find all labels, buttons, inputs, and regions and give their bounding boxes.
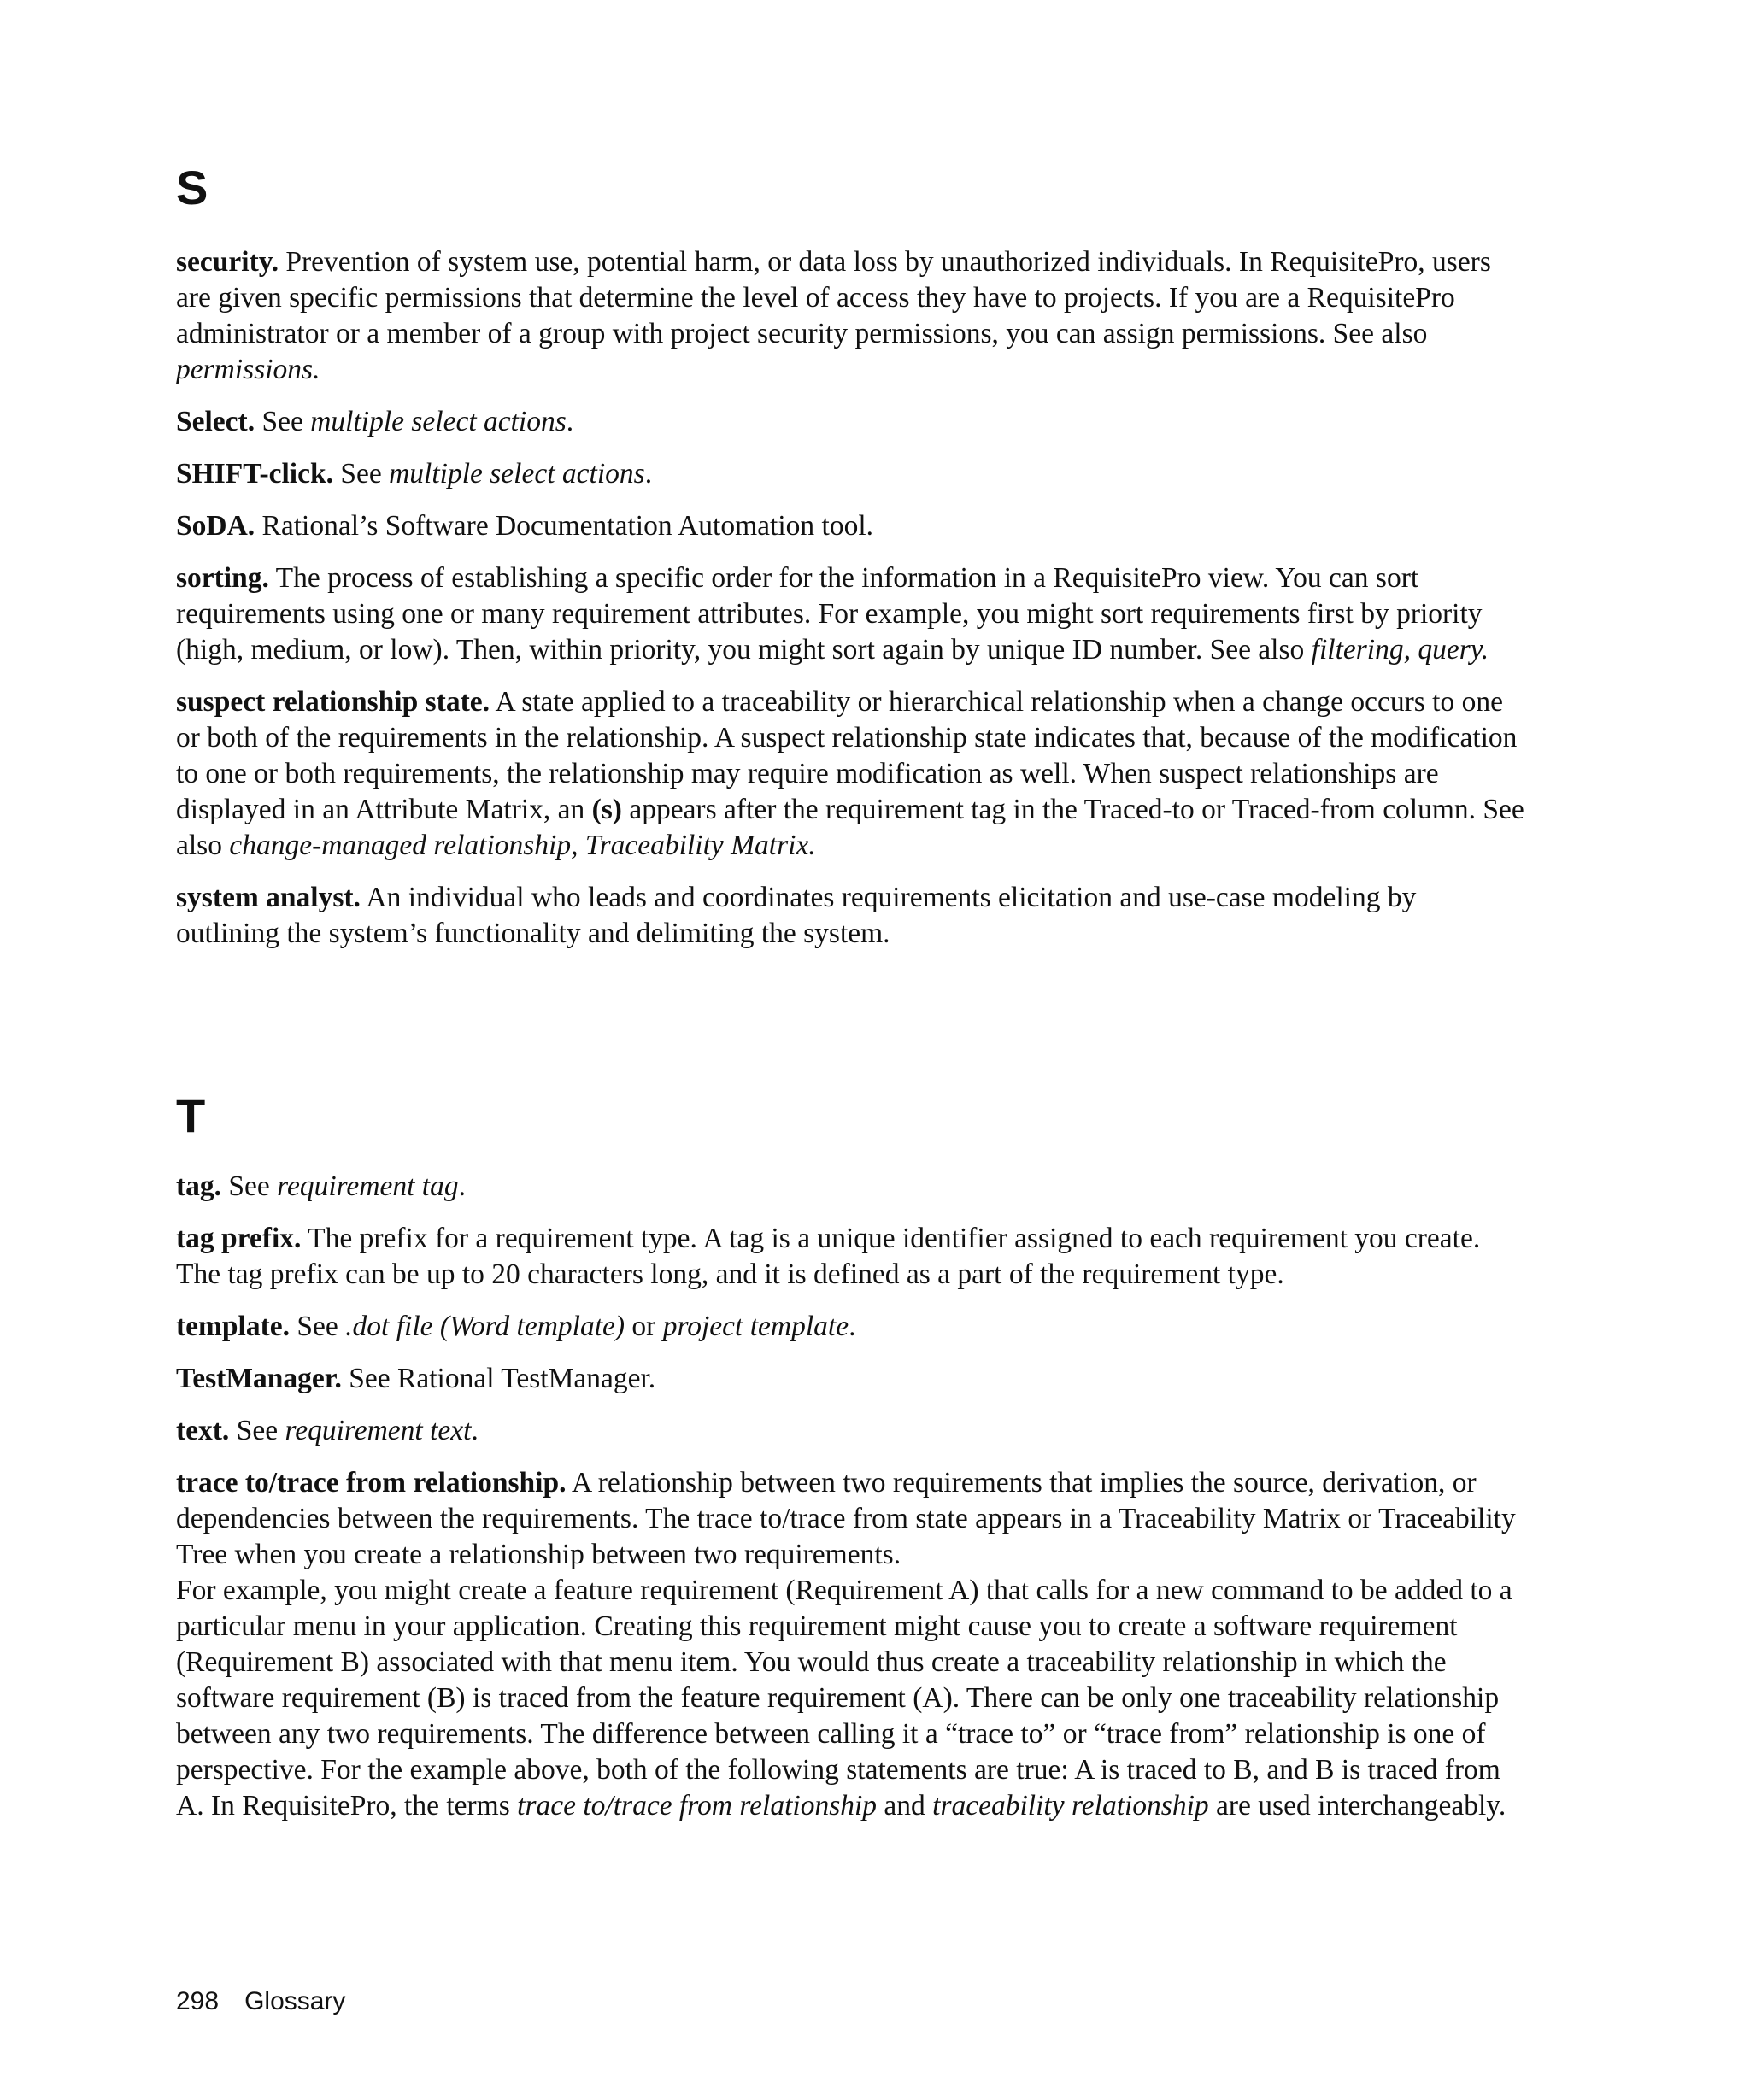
glossary-definition: See	[255, 406, 311, 437]
glossary-cross-reference: multiple select actions	[389, 458, 645, 490]
suspect-marker: (s)	[591, 794, 622, 825]
glossary-cross-reference: requirement text	[285, 1415, 472, 1446]
footer-section-name: Glossary	[244, 1987, 346, 2015]
glossary-definition-tail: .	[849, 1311, 856, 1342]
glossary-term: security.	[176, 246, 279, 278]
glossary-entry-trace-to-trace-from-relationship	[176, 1465, 1526, 1824]
glossary-definition-mid: or	[625, 1311, 663, 1342]
section-letter-t: T	[176, 1088, 206, 1142]
glossary-cross-reference-2: project template	[662, 1311, 849, 1342]
glossary-definition: The prefix for a requirement type. A tag is a unique identifier assigned to each requirement you create. The tag prefix can be up to 20 characters long, and it is defined as a part of the requirement type.	[176, 1223, 1481, 1290]
glossary-definition: The process of establishing a specific order for the information in a RequisitePro view. You can sort requirements using one or many requirement attributes. For example, you might sort requirements first by priority (high, medium, or low). Then, within priority, you might sort again by unique ID number. See also	[176, 562, 1483, 666]
section-letter-s: S	[176, 161, 208, 214]
glossary-definition: See	[229, 1415, 285, 1446]
glossary-cross-reference: .dot file (Word template)	[345, 1311, 625, 1342]
glossary-term: sorting.	[176, 562, 269, 594]
glossary-definition-tail: .	[644, 458, 653, 490]
glossary-term: tag.	[176, 1170, 222, 1202]
glossary-section-s	[176, 244, 1526, 968]
glossary-definition-tail: .	[471, 1415, 479, 1446]
glossary-entry-suspect-relationship-state	[176, 684, 1526, 864]
glossary-definition-tail: .	[458, 1170, 466, 1202]
glossary-definition: See	[290, 1311, 346, 1342]
glossary-term: tag prefix.	[176, 1223, 302, 1254]
glossary-definition: Rational’s Software Documentation Automation tool.	[255, 510, 874, 542]
glossary-cross-reference: requirement tag	[277, 1170, 459, 1202]
glossary-cross-reference: permissions.	[176, 354, 320, 385]
glossary-definition: See	[221, 1170, 278, 1202]
glossary-cross-reference: change-managed relationship, Traceability Matrix.	[229, 830, 816, 861]
glossary-entry-sorting	[176, 560, 1526, 668]
glossary-entry-text	[176, 1413, 1526, 1449]
glossary-definition-tail: .	[566, 406, 574, 437]
glossary-entry-testmanager	[176, 1361, 1526, 1397]
glossary-definition-tail: are used interchangeably.	[1208, 1790, 1506, 1821]
glossary-entry-template	[176, 1309, 1526, 1345]
glossary-definition: A state applied to a traceability or hierarchical relationship when a change occurs to one or both of the requirements in the relationship. A suspect relationship state indicates that, because of the modification to one or both requirements, the relationship may require modification as well. When suspect relationships are displayed in an Attribute Matrix, an	[176, 686, 1518, 825]
glossary-term: SoDA.	[176, 510, 255, 542]
glossary-entry-soda	[176, 508, 1526, 544]
glossary-definition: See Rational TestManager.	[341, 1363, 656, 1394]
glossary-section-t	[176, 1169, 1526, 1840]
glossary-term: TestManager.	[176, 1363, 342, 1394]
glossary-definition: See	[332, 458, 390, 490]
page-footer	[176, 1989, 345, 2015]
glossary-term: trace to/trace from relationship.	[176, 1467, 567, 1499]
glossary-definition: An individual who leads and coordinates requirements elicitation and use-case modeling by outlining the system’s functionality and delimiting the system.	[176, 882, 1417, 949]
glossary-definition-continued: appears after the requirement tag in the Traced-to or Traced-from column. See also	[176, 794, 1524, 861]
glossary-term: SHIFT-click.	[176, 458, 333, 490]
glossary-term: Select.	[176, 406, 255, 437]
glossary-entry-select	[176, 404, 1526, 440]
glossary-entry-tag	[176, 1169, 1526, 1205]
glossary-definition: A relationship between two requirements that implies the source, derivation, or dependencies between the requirements. The trace to/trace from state appears in a Traceability Matrix or Traceability Tree when you create a relationship between two requirements.	[176, 1467, 1516, 1570]
glossary-term: text.	[176, 1415, 230, 1446]
glossary-definition-mid: and	[877, 1790, 933, 1821]
glossary-term: suspect relationship state.	[176, 686, 490, 718]
glossary-definition-paragraph-2: For example, you might create a feature requirement (Requirement A) that calls for a new command to be added to a particular menu in your application. Creating this requirement might cause you to create a software requirement (Requirement B) associated with that menu item. You would thus create a traceability relationship in which the software requirement (B) is traced from the feature requirement (A). There can be only one traceability relationship between any two requirements. The difference between calling it a “trace to” or “trace from” relationship is one of perspective. For the example above, both of the following statements are true: A is traced to B, and B is traced from A. In RequisitePro, the terms	[176, 1575, 1512, 1821]
glossary-entry-tag-prefix	[176, 1221, 1526, 1293]
page-number: 298	[176, 1987, 220, 2015]
glossary-cross-reference-2: traceability relationship	[932, 1790, 1209, 1821]
glossary-term: template.	[176, 1311, 291, 1342]
glossary-entry-security	[176, 244, 1526, 388]
glossary-cross-reference: trace to/trace from relationship	[517, 1790, 878, 1821]
glossary-cross-reference: filtering, query.	[1311, 634, 1489, 666]
glossary-definition: Prevention of system use, potential harm, or data loss by unauthorized individuals. In RequisitePro, users are given specific permissions that determine the level of access they have to projects. If you are a RequisitePro administrator or a member of a group with project security permissions, you can assign permissions. See also	[176, 246, 1491, 349]
glossary-cross-reference: multiple select actions	[310, 406, 567, 437]
glossary-term: system analyst.	[176, 882, 361, 913]
glossary-entry-shift-click	[176, 456, 1526, 492]
glossary-entry-system-analyst	[176, 880, 1526, 952]
